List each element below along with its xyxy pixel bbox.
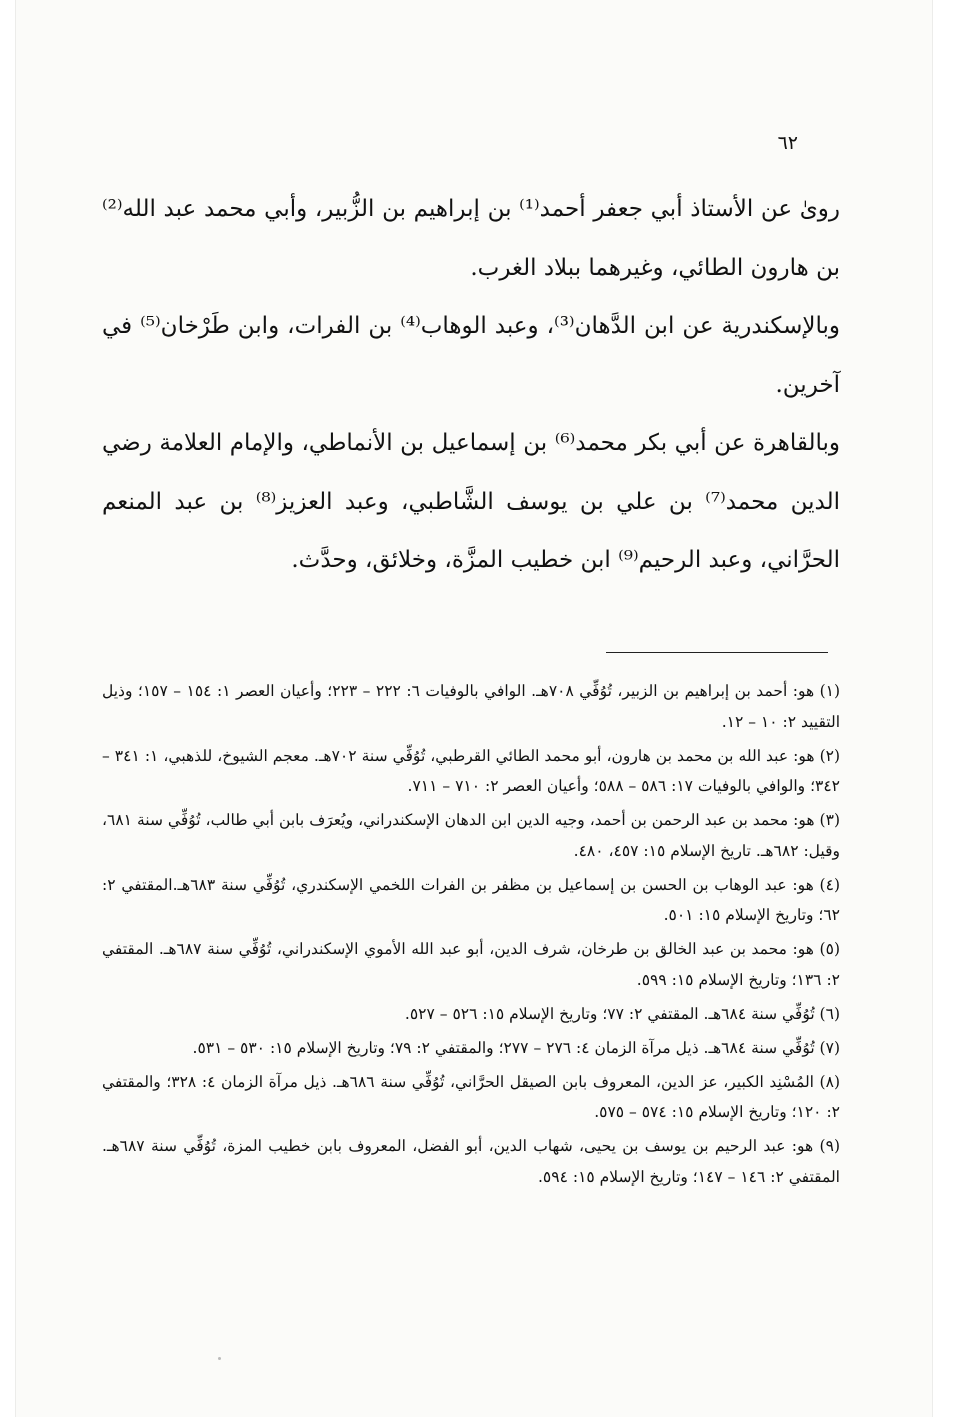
footnote-7: (٧) تُوُفِّي سنة ٦٨٤هـ. ذيل مرآة الزمان ٤: ٢٧٦ – ٢٧٧؛ والمقتفي ٢: ٧٩؛ وتاريخ الإسلام ١٥: ٥٣٠ – ٥٣١. [192, 1038, 840, 1057]
main-paragraph: روىٰ عن الأستاذ أبي جعفر أحمد⁽¹⁾ بن إبراهيم بن الزُّبير، وأبي محمد عبد الله⁽²⁾ بن هارون الطائي، وغيرهما ببلاد الغرب. [102, 196, 840, 281]
main-paragraph: وبالقاهرة عن أبي بكر محمد⁽⁶⁾ بن إسماعيل بن الأنماطي، والإمام العلامة رضي الدين محمد⁽⁷⁾ بن علي بن يوسف الشَّاطبي، وعبد العزيز⁽⁸⁾ بن عبد المنعم الحرَّاني، وعبد الرحيم⁽⁹⁾ ابن خطيب المزَّة، وخلائق، وحدَّث. [102, 430, 841, 573]
page-number: ٦٢ [777, 132, 798, 154]
footnote-4: (٤) هو: عبد الوهاب بن الحسن بن إسماعيل بن مظفر بن الفرات اللخمي الإسكندري، تُوُفِّي سنة ٦٨٣هـ.المقتفي ٢: ٦٢؛ وتاريخ الإسلام ١٥: ٥٠١. [102, 875, 840, 924]
footnote-divider [606, 652, 828, 653]
book-page [16, 0, 932, 1417]
footnote-3: (٣) هو: محمد بن عبد الرحمن بن أحمد، وجيه الدين ابن الدهان الإسكندراني، ويُعرَف بابن أبي طالب، تُوُفِّي سنة ٦٨١، وقيل: ٦٨٢هـ. تاريخ الإسلام ١٥: ٤٥٧، ٤٨٠. [102, 811, 840, 860]
main-text [102, 180, 840, 590]
footnote-5: (٥) هو: محمد بن عبد الخالق بن طرخان، شرف الدين، أبو عبد الله الأموي الإسكندراني، تُوُفِّي سنة ٦٨٧هـ. المقتفي ٢: ١٣٦؛ وتاريخ الإسلام ١٥: ٥٩٩. [102, 940, 840, 989]
footnotes [102, 676, 840, 1196]
footnote-9: (٩) هو: عبد الرحيم بن يوسف بن يحيى، شهاب الدين، أبو الفضل، المعروف بابن خطيب المزة، تُوُفِّي سنة ٦٨٧هـ. المقتفي ٢: ١٤٦ – ١٤٧؛ وتاريخ الإسلام ١٥: ٥٩٤. [102, 1137, 840, 1186]
paper-speck [218, 1357, 221, 1360]
footnote-1: (١) هو: أحمد بن إبراهيم بن الزبير، تُوُفِّي ٧٠٨هـ. الوافي بالوفيات ٦: ٢٢٢ – ٢٢٣؛ وأعيان العصر ١: ١٥٤ – ١٥٧؛ وذيل التقييد ٢: ١٠ – ١٢. [102, 682, 841, 731]
footnote-2: (٢) هو: عبد الله بن محمد بن هارون، أبو محمد الطائي القرطبي، تُوُفِّي سنة ٧٠٢هـ. معجم الشيوخ، للذهبي، ١: ٣٤١ – ٣٤٢؛ والوافي بالوفيات ١٧: ٥٨٦ – ٥٨٨؛ وأعيان العصر ٢: ٧١٠ – ٧١١. [102, 746, 841, 795]
footnote-8: (٨) المُسْنِد الكبير، عز الدين، المعروف بابن الصيقل الحرَّاني، تُوُفِّي سنة ٦٨٦هـ. ذيل مرآة الزمان ٤: ٣٢٨؛ والمقتفي ٢: ١٢٠؛ وتاريخ الإسلام ١٥: ٥٧٤ – ٥٧٥. [102, 1072, 840, 1121]
main-paragraph: وبالإسكندرية عن ابن الدَّهان⁽³⁾، وعبد الوهاب⁽⁴⁾ بن الفرات، وابن طَرْخان⁽⁵⁾ في آخرين. [102, 313, 840, 398]
footnote-6: (٦) تُوُفِّي سنة ٦٨٤هـ. المقتفي ٢: ٧٧؛ وتاريخ الإسلام ١٥: ٥٢٦ – ٥٢٧. [404, 1004, 840, 1023]
